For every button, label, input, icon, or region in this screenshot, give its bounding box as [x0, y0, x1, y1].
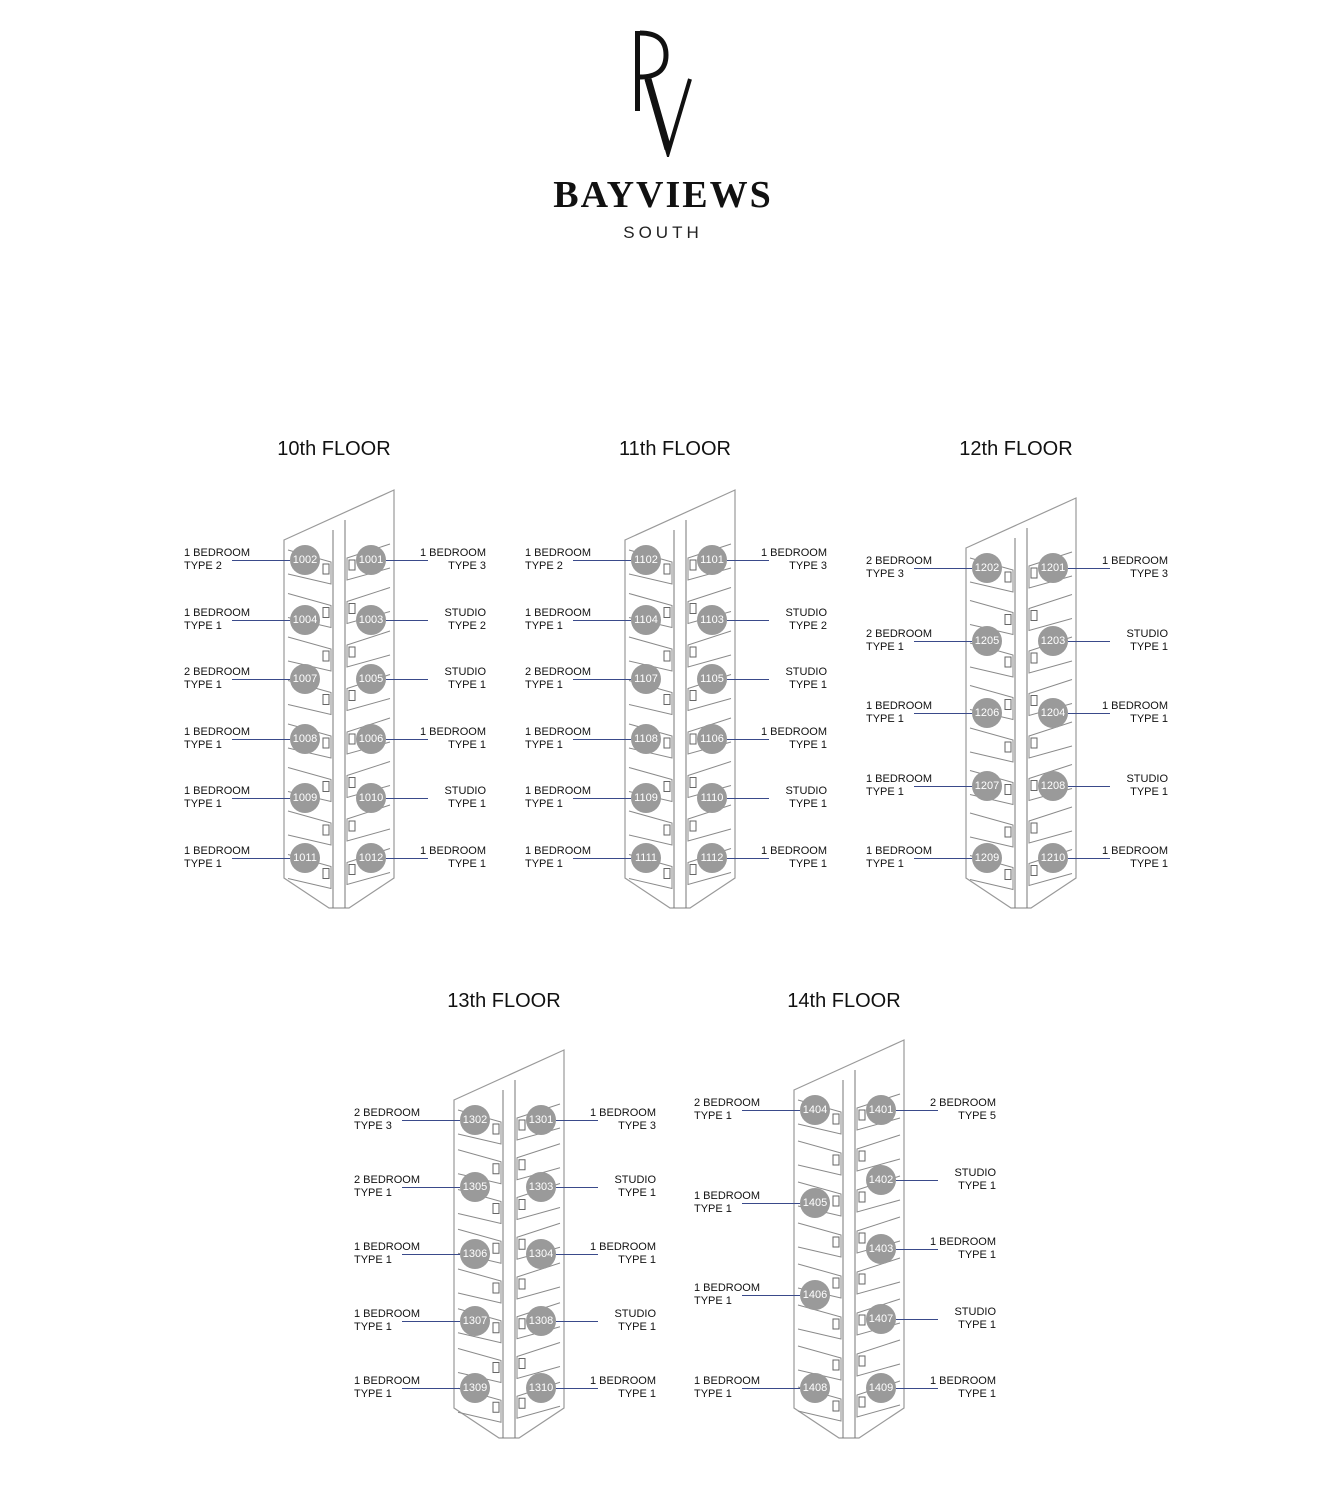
- unit-label-1205: [866, 628, 932, 654]
- unit-label-1104: [525, 607, 591, 633]
- unit-marker-1409[interactable]: 1409: [866, 1373, 896, 1403]
- unit-variant-label: TYPE 1: [694, 1110, 732, 1122]
- unit-label-1202: [866, 555, 932, 581]
- unit-variant-label: TYPE 1: [618, 1254, 656, 1266]
- unit-type-label: STUDIO: [614, 1174, 656, 1186]
- unit-marker-1301[interactable]: 1301: [526, 1105, 556, 1135]
- unit-marker-1302[interactable]: 1302: [460, 1105, 490, 1135]
- unit-variant-label: TYPE 3: [448, 560, 486, 572]
- unit-label-1401: [930, 1097, 996, 1123]
- unit-type-label: STUDIO: [444, 785, 486, 798]
- leader-line: [727, 620, 769, 621]
- floor-plan-14: [664, 990, 1024, 1490]
- unit-marker-1012[interactable]: 1012: [356, 843, 386, 873]
- unit-marker-1304[interactable]: 1304: [526, 1239, 556, 1269]
- unit-marker-1106[interactable]: 1106: [697, 724, 727, 754]
- building-outline: [324, 990, 684, 1490]
- unit-type-label: 1 BEDROOM: [866, 772, 933, 785]
- unit-marker-1308[interactable]: 1308: [526, 1306, 556, 1336]
- unit-type-label: 2 BEDROOM: [354, 1174, 421, 1186]
- leader-line: [556, 1187, 598, 1188]
- unit-type-label: 1 BEDROOM: [525, 606, 592, 619]
- unit-variant-label: TYPE 1: [525, 858, 563, 870]
- unit-label-1208: [1126, 773, 1168, 799]
- unit-marker-1306[interactable]: 1306: [460, 1239, 490, 1269]
- unit-variant-label: TYPE 5: [958, 1110, 996, 1122]
- unit-label-1012: [420, 845, 486, 871]
- leader-line: [386, 620, 428, 621]
- unit-label-1111: [525, 845, 591, 871]
- unit-marker-1403[interactable]: 1403: [866, 1234, 896, 1264]
- unit-type-label: 1 BEDROOM: [589, 1107, 656, 1119]
- unit-variant-label: TYPE 1: [958, 1179, 996, 1192]
- unit-label-1402: [954, 1167, 996, 1193]
- unit-type-label: STUDIO: [954, 1305, 996, 1318]
- unit-label-1309: [354, 1375, 420, 1401]
- unit-type-label: 1 BEDROOM: [929, 1236, 996, 1248]
- unit-marker-1309[interactable]: 1309: [460, 1373, 490, 1403]
- unit-label-1106: [761, 726, 827, 752]
- unit-label-1001: [420, 547, 486, 573]
- unit-type-label: 1 BEDROOM: [525, 725, 592, 738]
- leader-line: [386, 798, 428, 799]
- unit-variant-label: TYPE 1: [694, 1295, 732, 1308]
- unit-variant-label: TYPE 1: [1130, 858, 1168, 870]
- unit-marker-1104[interactable]: 1104: [631, 605, 661, 635]
- unit-label-1301: [590, 1107, 656, 1133]
- unit-marker-1005[interactable]: 1005: [356, 664, 386, 694]
- unit-label-1201: [1102, 555, 1168, 581]
- unit-label-1405: [694, 1190, 760, 1216]
- unit-type-label: 1 BEDROOM: [525, 785, 592, 798]
- unit-type-label: STUDIO: [954, 1166, 996, 1179]
- unit-variant-label: TYPE 1: [184, 858, 222, 870]
- unit-marker-1204[interactable]: 1204: [1038, 698, 1068, 728]
- unit-type-label: STUDIO: [785, 785, 827, 798]
- unit-marker-1002[interactable]: 1002: [290, 545, 320, 575]
- floor-plan-13: [324, 990, 684, 1490]
- unit-label-1310: [590, 1375, 656, 1401]
- unit-variant-label: TYPE 1: [618, 1187, 656, 1199]
- unit-label-1303: [614, 1174, 656, 1200]
- unit-marker-1007[interactable]: 1007: [290, 664, 320, 694]
- unit-variant-label: TYPE 3: [618, 1120, 656, 1132]
- unit-marker-1205[interactable]: 1205: [972, 626, 1002, 656]
- unit-type-label: 1 BEDROOM: [354, 1308, 421, 1320]
- unit-marker-1008[interactable]: 1008: [290, 724, 320, 754]
- unit-label-1004: [184, 607, 250, 633]
- unit-marker-1206[interactable]: 1206: [972, 698, 1002, 728]
- unit-marker-1305[interactable]: 1305: [460, 1172, 490, 1202]
- unit-marker-1003[interactable]: 1003: [356, 605, 386, 635]
- floor-title: 13th FLOOR: [447, 990, 561, 1012]
- unit-variant-label: TYPE 1: [866, 713, 904, 725]
- unit-marker-1111[interactable]: 1111: [631, 843, 661, 873]
- unit-variant-label: TYPE 2: [789, 619, 827, 632]
- unit-label-1006: [420, 726, 486, 752]
- unit-marker-1202[interactable]: 1202: [972, 553, 1002, 583]
- unit-type-label: 1 BEDROOM: [419, 725, 486, 738]
- unit-type-label: 1 BEDROOM: [760, 845, 827, 857]
- unit-label-1210: [1102, 845, 1168, 871]
- unit-variant-label: TYPE 1: [958, 1388, 996, 1400]
- unit-variant-label: TYPE 1: [525, 679, 563, 692]
- unit-type-label: 1 BEDROOM: [184, 845, 251, 857]
- unit-marker-1203[interactable]: 1203: [1038, 626, 1068, 656]
- unit-marker-1004[interactable]: 1004: [290, 605, 320, 635]
- unit-type-label: 1 BEDROOM: [525, 845, 592, 857]
- unit-variant-label: TYPE 1: [789, 738, 827, 751]
- unit-label-1308: [614, 1308, 656, 1334]
- unit-type-label: 1 BEDROOM: [354, 1241, 421, 1253]
- unit-type-label: STUDIO: [1126, 772, 1168, 785]
- unit-type-label: 1 BEDROOM: [419, 547, 486, 559]
- unit-type-label: STUDIO: [785, 666, 827, 679]
- leader-line: [556, 1321, 598, 1322]
- unit-type-label: 1 BEDROOM: [866, 845, 933, 857]
- leader-line: [1068, 786, 1110, 787]
- unit-variant-label: TYPE 1: [1130, 640, 1168, 653]
- unit-type-label: 1 BEDROOM: [1101, 845, 1168, 857]
- unit-variant-label: TYPE 1: [694, 1388, 732, 1400]
- unit-marker-1011[interactable]: 1011: [290, 843, 320, 873]
- unit-label-1207: [866, 773, 932, 799]
- bv-monogram-icon: [618, 25, 708, 157]
- unit-label-1307: [354, 1308, 420, 1334]
- unit-label-1002: [184, 547, 250, 573]
- unit-variant-label: TYPE 1: [958, 1249, 996, 1261]
- unit-type-label: 1 BEDROOM: [184, 785, 251, 798]
- floor-title: 14th FLOOR: [787, 990, 901, 1012]
- unit-type-label: STUDIO: [1126, 627, 1168, 640]
- unit-label-1209: [866, 845, 932, 871]
- unit-variant-label: TYPE 1: [1130, 713, 1168, 725]
- unit-variant-label: TYPE 1: [448, 679, 486, 692]
- unit-marker-1209[interactable]: 1209: [972, 843, 1002, 873]
- unit-variant-label: TYPE 1: [448, 738, 486, 751]
- unit-marker-1009[interactable]: 1009: [290, 783, 320, 813]
- unit-type-label: 1 BEDROOM: [419, 845, 486, 857]
- unit-type-label: 1 BEDROOM: [929, 1375, 996, 1387]
- unit-variant-label: TYPE 1: [354, 1254, 392, 1266]
- unit-type-label: 2 BEDROOM: [184, 666, 251, 679]
- unit-variant-label: TYPE 1: [184, 738, 222, 751]
- unit-label-1409: [930, 1375, 996, 1401]
- unit-label-1101: [761, 547, 827, 573]
- unit-marker-1405[interactable]: 1405: [800, 1188, 830, 1218]
- unit-variant-label: TYPE 1: [184, 798, 222, 811]
- floor-title: 10th FLOOR: [277, 438, 391, 460]
- unit-label-1408: [694, 1375, 760, 1401]
- unit-variant-label: TYPE 1: [525, 738, 563, 751]
- unit-marker-1103[interactable]: 1103: [697, 605, 727, 635]
- unit-label-1007: [184, 666, 250, 692]
- unit-variant-label: TYPE 1: [354, 1388, 392, 1400]
- unit-variant-label: TYPE 1: [448, 858, 486, 870]
- unit-variant-label: TYPE 1: [866, 640, 904, 653]
- unit-type-label: 1 BEDROOM: [184, 606, 251, 619]
- unit-type-label: 2 BEDROOM: [525, 666, 592, 679]
- unit-type-label: 2 BEDROOM: [354, 1107, 421, 1119]
- unit-marker-1110[interactable]: 1110: [697, 783, 727, 813]
- unit-variant-label: TYPE 1: [525, 798, 563, 811]
- floor-plan-11: [495, 438, 855, 938]
- unit-marker-1201[interactable]: 1201: [1038, 553, 1068, 583]
- unit-marker-1108[interactable]: 1108: [631, 724, 661, 754]
- unit-type-label: 2 BEDROOM: [866, 627, 933, 640]
- unit-variant-label: TYPE 1: [789, 858, 827, 870]
- unit-type-label: 1 BEDROOM: [184, 547, 251, 559]
- unit-marker-1107[interactable]: 1107: [631, 664, 661, 694]
- floor-title: 12th FLOOR: [959, 438, 1073, 460]
- unit-marker-1307[interactable]: 1307: [460, 1306, 490, 1336]
- unit-label-1203: [1126, 628, 1168, 654]
- unit-variant-label: TYPE 1: [866, 858, 904, 870]
- leader-line: [727, 679, 769, 680]
- unit-type-label: 1 BEDROOM: [525, 547, 592, 559]
- unit-label-1304: [590, 1241, 656, 1267]
- unit-label-1105: [785, 666, 827, 692]
- unit-label-1008: [184, 726, 250, 752]
- unit-label-1102: [525, 547, 591, 573]
- unit-marker-1404[interactable]: 1404: [800, 1095, 830, 1125]
- unit-label-1011: [184, 845, 250, 871]
- unit-type-label: STUDIO: [614, 1308, 656, 1320]
- unit-label-1009: [184, 785, 250, 811]
- leader-line: [727, 798, 769, 799]
- unit-label-1305: [354, 1174, 420, 1200]
- unit-marker-1210[interactable]: 1210: [1038, 843, 1068, 873]
- unit-label-1110: [785, 785, 827, 811]
- unit-variant-label: TYPE 1: [958, 1318, 996, 1331]
- unit-label-1204: [1102, 700, 1168, 726]
- unit-marker-1001[interactable]: 1001: [356, 545, 386, 575]
- unit-variant-label: TYPE 3: [1130, 568, 1168, 580]
- unit-variant-label: TYPE 2: [525, 560, 563, 572]
- unit-variant-label: TYPE 1: [525, 619, 563, 632]
- unit-type-label: 2 BEDROOM: [929, 1097, 996, 1109]
- leader-line: [896, 1180, 938, 1181]
- unit-type-label: STUDIO: [444, 666, 486, 679]
- unit-marker-1408[interactable]: 1408: [800, 1373, 830, 1403]
- unit-variant-label: TYPE 1: [1130, 785, 1168, 798]
- unit-label-1206: [866, 700, 932, 726]
- unit-type-label: 1 BEDROOM: [760, 725, 827, 738]
- unit-type-label: 1 BEDROOM: [694, 1375, 761, 1387]
- unit-variant-label: TYPE 1: [789, 679, 827, 692]
- unit-label-1404: [694, 1097, 760, 1123]
- unit-type-label: 2 BEDROOM: [694, 1097, 761, 1109]
- unit-label-1302: [354, 1107, 420, 1133]
- unit-label-1103: [785, 607, 827, 633]
- floor-title: 11th FLOOR: [619, 438, 731, 460]
- unit-marker-1112[interactable]: 1112: [697, 843, 727, 873]
- unit-type-label: STUDIO: [785, 606, 827, 619]
- unit-variant-label: TYPE 1: [354, 1321, 392, 1333]
- unit-label-1306: [354, 1241, 420, 1267]
- unit-marker-1102[interactable]: 1102: [631, 545, 661, 575]
- unit-type-label: 1 BEDROOM: [589, 1241, 656, 1253]
- unit-marker-1010[interactable]: 1010: [356, 783, 386, 813]
- unit-label-1112: [761, 845, 827, 871]
- floor-plan-10: [154, 438, 514, 938]
- unit-marker-1109[interactable]: 1109: [631, 783, 661, 813]
- unit-variant-label: TYPE 2: [184, 560, 222, 572]
- unit-label-1003: [444, 607, 486, 633]
- brand-name: BAYVIEWS: [553, 174, 773, 216]
- unit-label-1010: [444, 785, 486, 811]
- unit-type-label: 1 BEDROOM: [184, 725, 251, 738]
- unit-type-label: 1 BEDROOM: [866, 700, 933, 712]
- unit-marker-1208[interactable]: 1208: [1038, 771, 1068, 801]
- unit-type-label: 1 BEDROOM: [589, 1375, 656, 1387]
- unit-marker-1006[interactable]: 1006: [356, 724, 386, 754]
- unit-variant-label: TYPE 1: [789, 798, 827, 811]
- unit-variant-label: TYPE 1: [448, 798, 486, 811]
- unit-marker-1105[interactable]: 1105: [697, 664, 727, 694]
- unit-type-label: 1 BEDROOM: [694, 1282, 761, 1295]
- unit-variant-label: TYPE 3: [866, 568, 904, 580]
- leader-line: [896, 1319, 938, 1320]
- unit-marker-1303[interactable]: 1303: [526, 1172, 556, 1202]
- unit-variant-label: TYPE 1: [354, 1187, 392, 1199]
- unit-type-label: 1 BEDROOM: [1101, 555, 1168, 567]
- unit-variant-label: TYPE 1: [618, 1388, 656, 1400]
- leader-line: [386, 679, 428, 680]
- unit-marker-1406[interactable]: 1406: [800, 1280, 830, 1310]
- unit-type-label: 1 BEDROOM: [760, 547, 827, 559]
- unit-marker-1310[interactable]: 1310: [526, 1373, 556, 1403]
- unit-variant-label: TYPE 2: [448, 619, 486, 632]
- unit-label-1406: [694, 1282, 760, 1308]
- unit-type-label: 1 BEDROOM: [354, 1375, 421, 1387]
- unit-marker-1401[interactable]: 1401: [866, 1095, 896, 1125]
- unit-marker-1407[interactable]: 1407: [866, 1304, 896, 1334]
- floor-plan-12: [836, 438, 1196, 938]
- unit-label-1407: [954, 1306, 996, 1332]
- unit-variant-label: TYPE 1: [618, 1321, 656, 1333]
- unit-marker-1402[interactable]: 1402: [866, 1165, 896, 1195]
- brand-logo: [0, 25, 1326, 243]
- unit-variant-label: TYPE 3: [354, 1120, 392, 1132]
- unit-marker-1207[interactable]: 1207: [972, 771, 1002, 801]
- unit-label-1109: [525, 785, 591, 811]
- brand-subtitle: SOUTH: [623, 223, 703, 242]
- unit-type-label: 1 BEDROOM: [1101, 700, 1168, 712]
- unit-variant-label: TYPE 1: [866, 785, 904, 798]
- unit-variant-label: TYPE 1: [694, 1202, 732, 1215]
- unit-label-1107: [525, 666, 591, 692]
- unit-type-label: STUDIO: [444, 606, 486, 619]
- unit-label-1005: [444, 666, 486, 692]
- unit-variant-label: TYPE 1: [184, 619, 222, 632]
- unit-type-label: 1 BEDROOM: [694, 1189, 761, 1202]
- leader-line: [1068, 641, 1110, 642]
- unit-label-1108: [525, 726, 591, 752]
- unit-variant-label: TYPE 1: [184, 679, 222, 692]
- unit-label-1403: [930, 1236, 996, 1262]
- unit-type-label: 2 BEDROOM: [866, 555, 933, 567]
- unit-marker-1101[interactable]: 1101: [697, 545, 727, 575]
- unit-variant-label: TYPE 3: [789, 560, 827, 572]
